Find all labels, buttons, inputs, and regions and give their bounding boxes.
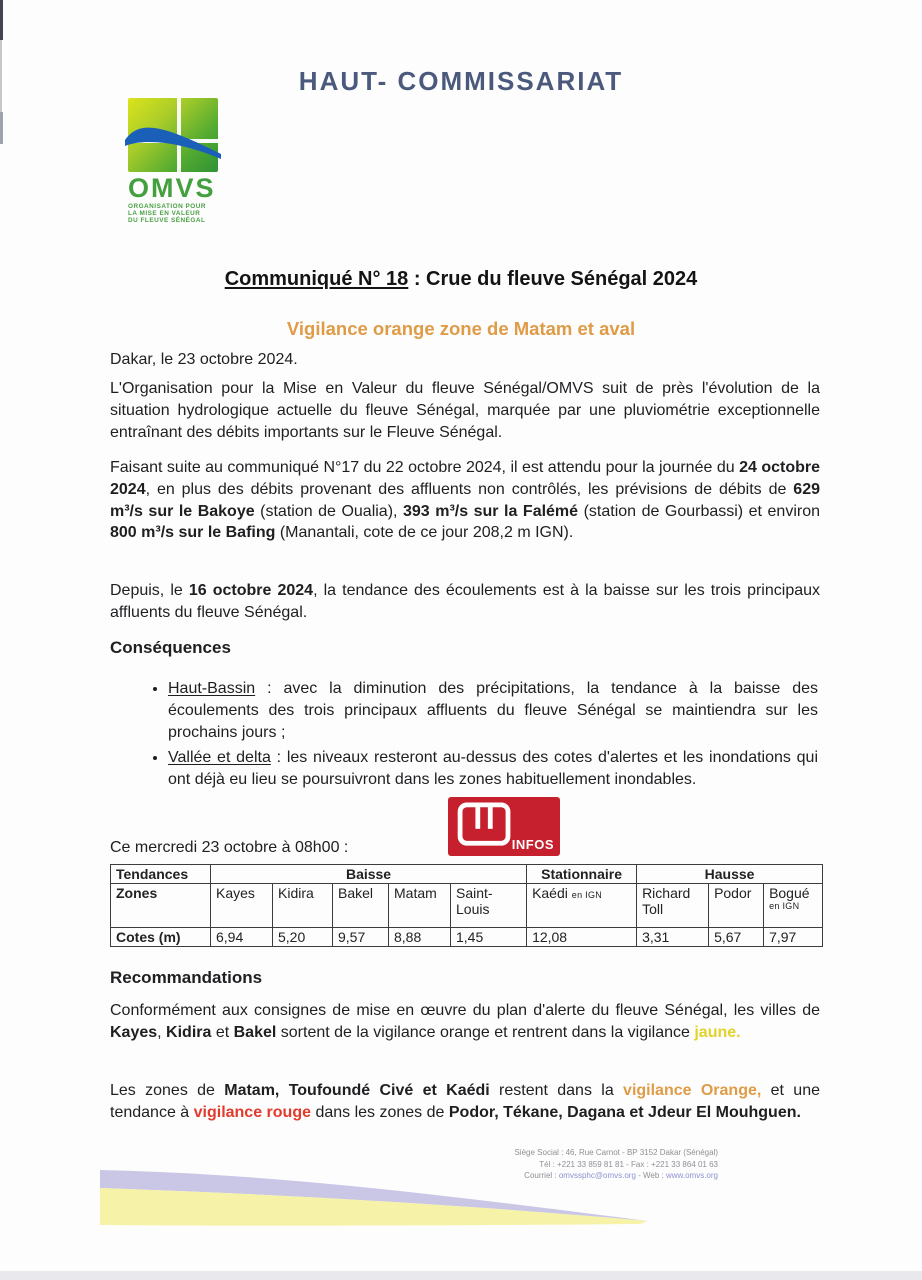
org-header-title: HAUT- COMMISSARIAT — [298, 66, 624, 96]
scan-edge-artifact — [0, 112, 3, 144]
watermark-label: INFOS — [511, 837, 554, 852]
zone-cell: Podor — [709, 884, 764, 928]
dateline: Dakar, le 23 octobre 2024. — [110, 351, 298, 368]
footer-phone: Tél : +221 33 859 81 81 - Fax : +221 33 864 01 63 — [539, 1159, 718, 1169]
cote-cell: 8,88 — [389, 928, 451, 947]
paragraph-tendance: Depuis, le 16 octobre 2024, la tendance des écoulements est à la baisse sur les trois principaux affluents du fleuve Sénégal. — [110, 582, 821, 621]
paragraph-previsions: Faisant suite au communiqué N°17 du 22 octobre 2024, il est attendu pour la journée du 24 octobre 2024, en plus des débits provenant des affluents non contrôlés, les prévisions de débits de 629 m³/s sur le Bakoye (station de Oualia), 393 m³/s sur la Falémé (station de Gourbassi) et environ 800 m³/s sur le Bafing (Manantali, cote de ce jour 208,2 m IGN). — [110, 459, 820, 542]
footer-address: Siège Social : 46, Rue Carnot - BP 3152 Dakar (Sénégal) — [514, 1148, 718, 1157]
zone-datum-note: en IGN — [571, 890, 603, 900]
paragraph-zones: Les zones de Matam, Toufoundé Civé et Kaédi restent dans la vigilance Orange, et une tendance à vigilance rouge dans les zones de Podor, Tékane, Dagana et Jdeur El Mouhguen. — [110, 1082, 820, 1121]
table-row-cotes — [111, 928, 823, 947]
logo-tagline-line: ORGANISATION POUR — [128, 203, 206, 210]
bullet-vallee-delta: • Vallée et delta : les niveaux resteront au-dessus des cotes d'alertes et les inondations qui ont déjà eu lieu se poursuivront dans les zones habituellement inondables. — [168, 747, 820, 791]
cote-cell: 5,67 — [709, 928, 764, 947]
logo-acronym: OMVS — [128, 173, 216, 203]
communique-title: Communiqué N° 18 : Crue du fleuve Sénégal 2024 — [224, 268, 698, 290]
zone-name: Kaédi — [532, 885, 568, 901]
cell-group-hausse: Hausse — [637, 865, 823, 884]
heading-consequences: Conséquences — [110, 638, 231, 657]
cell-zones-label: Zones — [111, 884, 211, 928]
table-row-zones — [111, 884, 823, 928]
scan-edge-artifact — [0, 0, 3, 40]
omvs-logo — [128, 98, 220, 225]
zone-cell: Kidira — [273, 884, 333, 928]
footer-contact-line: Courriel : omvssphc@omvs.org - Web : www.omvs.org — [524, 1171, 718, 1180]
cote-cell: 1,45 — [451, 928, 527, 947]
paragraph-villes: Conformément aux consignes de mise en œuvre du plan d'alerte du fleuve Sénégal, les villes de Kayes, Kidira et Bakel sortent de la vigilance orange et rentrent dans la vigilance jaune. — [110, 1002, 820, 1041]
omvs-logo-mark — [128, 98, 218, 172]
zone-cell: Kayes — [211, 884, 273, 928]
zone-cell: Bakel — [333, 884, 389, 928]
consequences-list — [110, 678, 820, 795]
heading-recommandations: Recommandations — [110, 968, 263, 987]
logo-tagline-line: DU FLEUVE SÉNÉGAL — [128, 217, 206, 225]
cote-cell: 5,20 — [273, 928, 333, 947]
table-row-tendances — [111, 865, 823, 884]
bullet-haut-bassin: • Haut-Bassin : avec la diminution des précipitations, la tendance à la baisse des écoulements des trois principaux affluents du fleuve Sénégal se maintiendra sur les prochains jours ; — [168, 678, 820, 743]
cote-cell: 6,94 — [211, 928, 273, 947]
river-swoosh-icon — [122, 112, 224, 164]
cell-cotes-label: Cotes (m) — [111, 928, 211, 947]
zone-cell: Matam — [389, 884, 451, 928]
zone-cell — [764, 884, 823, 928]
zone-cell — [527, 884, 637, 928]
cote-cell: 9,57 — [333, 928, 389, 947]
table-intro-line: Ce mercredi 23 octobre à 08h00 : — [110, 839, 349, 856]
cell-group-stationnaire: Stationnaire — [527, 865, 637, 884]
footer-wave-decoration — [100, 1168, 652, 1230]
zone-cell: Saint-Louis — [451, 884, 527, 928]
cell-tendances-label: Tendances — [111, 865, 211, 884]
cote-cell: 3,31 — [637, 928, 709, 947]
scan-bottom-edge — [0, 1271, 922, 1280]
zone-name: Bogué — [769, 885, 810, 901]
zone-cell: Richard Toll — [637, 884, 709, 928]
cote-cell: 7,97 — [764, 928, 823, 947]
logo-tagline — [128, 203, 220, 225]
zone-datum-note: en IGN — [769, 901, 800, 911]
logo-tagline-line: LA MISE EN VALEUR — [128, 210, 201, 218]
water-levels-table — [110, 864, 823, 947]
paragraph-intro: L'Organisation pour la Mise en Valeur du fleuve Sénégal/OMVS suit de près l'évolution de la situation hydrologique actuelle du fleuve Sénégal, marquée par une pluviométrie exceptionnelle entraînant des débits importants sur le Fleuve Sénégal. — [110, 380, 820, 441]
vigilance-subtitle: Vigilance orange zone de Matam et aval — [286, 318, 636, 339]
cell-group-baisse: Baisse — [211, 865, 527, 884]
cote-cell: 12,08 — [527, 928, 637, 947]
